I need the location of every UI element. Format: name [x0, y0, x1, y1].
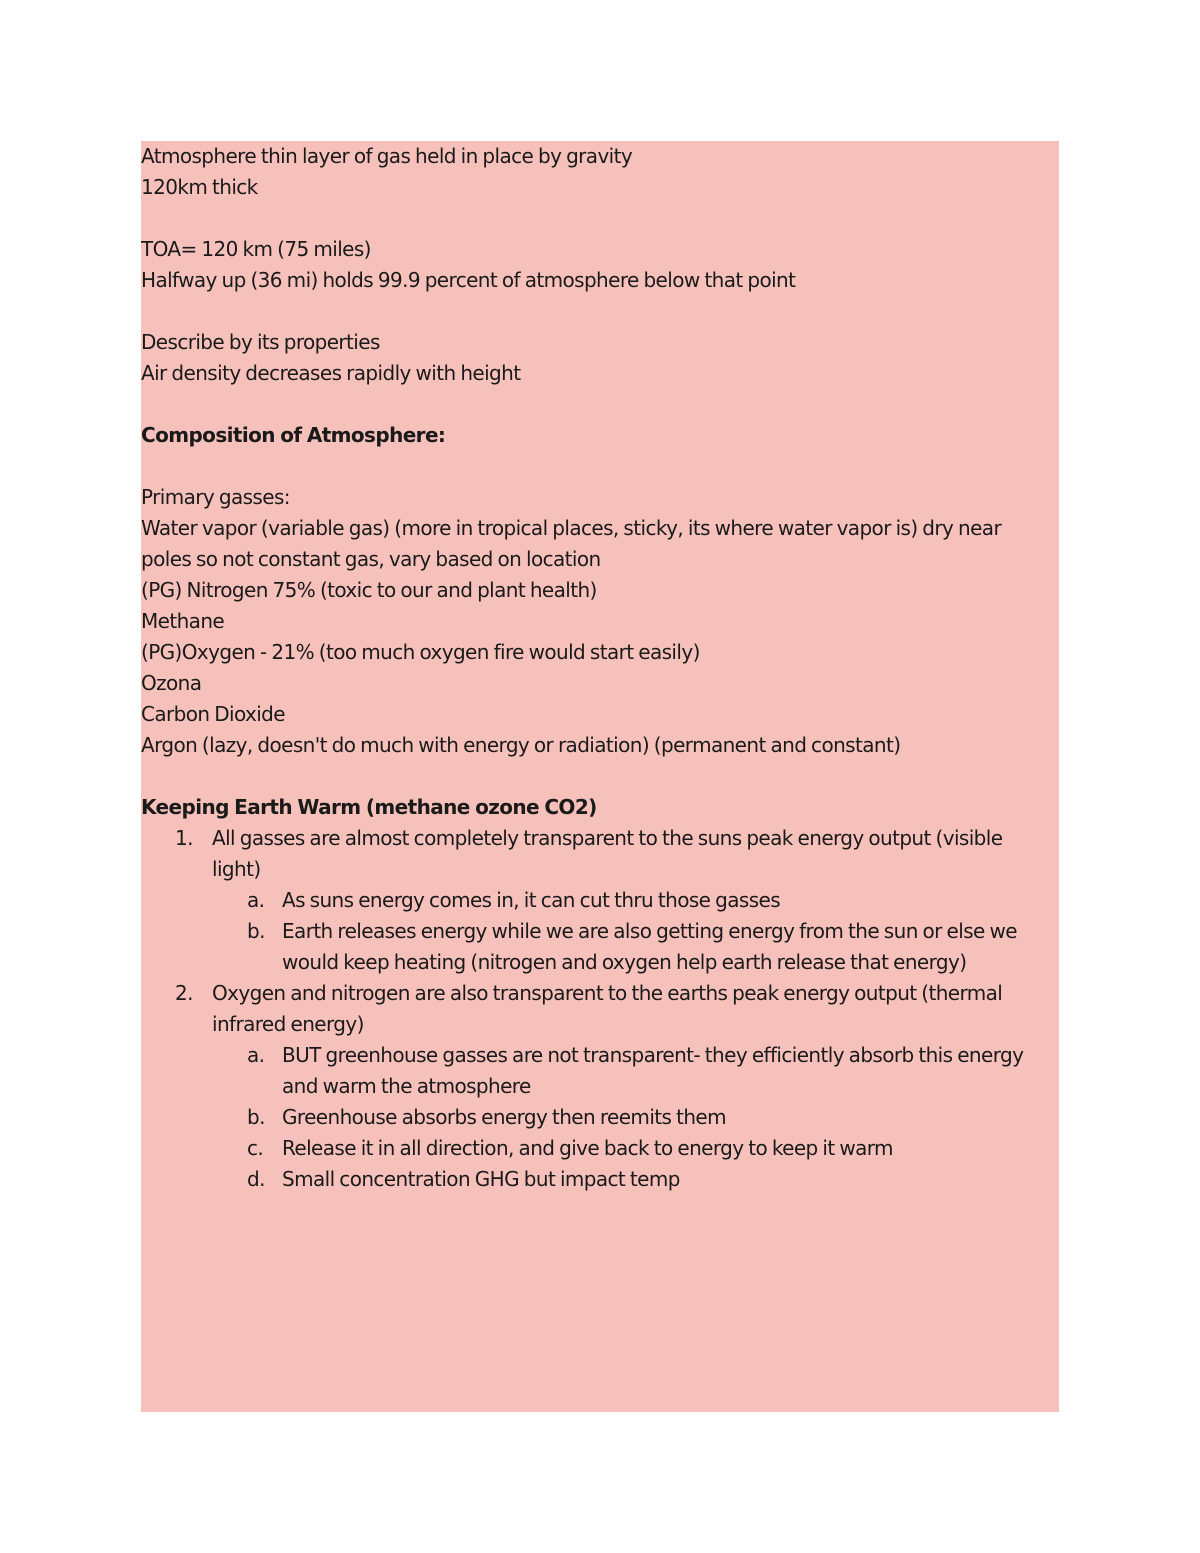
oxygen-line: (PG)Oxygen - 21% (too much oxygen fire would start easily) [141, 640, 700, 664]
sub-list-item-text: BUT greenhouse gasses are not transparent- they efficiently absorb this energy and warm the atmosphere [282, 1043, 1024, 1098]
blank-line [141, 389, 1041, 420]
list-item-text: All gasses are almost completely transparent to the suns peak energy output (visible light) [212, 826, 1003, 881]
text-line: 120km thick [141, 175, 258, 199]
sub-list-item-text: Release it in all direction, and give back to energy to keep it warm [282, 1136, 893, 1160]
list-marker: 1. [175, 826, 193, 850]
primary-gasses-label: Primary gasses: [141, 485, 290, 509]
sub-list-item [141, 1164, 1041, 1195]
text-line: Describe by its properties [141, 330, 380, 354]
sub-list-item-text: Earth releases energy while we are also getting energy from the sun or else we would keep heating (nitrogen and oxygen help earth release that energy) [282, 919, 1017, 974]
blank-line [141, 451, 1041, 482]
document-body [141, 141, 1041, 1195]
text-line: Halfway up (36 mi) holds 99.9 percent of atmosphere below that point [141, 268, 796, 292]
sub-list-item [141, 885, 1041, 916]
text-line: Atmosphere thin layer of gas held in place by gravity [141, 144, 633, 168]
list-marker: b. [247, 1105, 265, 1129]
list-item [141, 823, 1041, 885]
co2-line: Carbon Dioxide [141, 702, 285, 726]
ozona-line: Ozona [141, 671, 202, 695]
sub-list-item-text: Small concentration GHG but impact temp [282, 1167, 680, 1191]
list-marker: 2. [175, 981, 193, 1005]
blank-line [141, 296, 1041, 327]
sub-list-item [141, 916, 1041, 978]
blank-line [141, 761, 1041, 792]
text-line: Air density decreases rapidly with height [141, 361, 521, 385]
sub-list-item [141, 1133, 1041, 1164]
list-marker: a. [247, 888, 265, 912]
blank-line [141, 203, 1041, 234]
list-marker: c. [247, 1136, 264, 1160]
nitrogen-line: (PG) Nitrogen 75% (toxic to our and plant health) [141, 578, 597, 602]
sub-list-item [141, 1040, 1041, 1102]
list-marker: a. [247, 1043, 265, 1067]
list-item [141, 978, 1041, 1040]
list-marker: d. [247, 1167, 265, 1191]
sub-list-item [141, 1102, 1041, 1133]
composition-heading: Composition of Atmosphere: [141, 423, 446, 447]
text-line: TOA= 120 km (75 miles) [141, 237, 371, 261]
methane-line: Methane [141, 609, 225, 633]
sub-list-item-text: As suns energy comes in, it can cut thru those gasses [282, 888, 781, 912]
sub-list-item-text: Greenhouse absorbs energy then reemits them [282, 1105, 726, 1129]
list-item-text: Oxygen and nitrogen are also transparent to the earths peak energy output (thermal infrared energy) [212, 981, 1003, 1036]
list-marker: b. [247, 919, 265, 943]
keeping-warm-heading: Keeping Earth Warm (methane ozone CO2) [141, 795, 597, 819]
argon-line: Argon (lazy, doesn't do much with energy or radiation) (permanent and constant) [141, 733, 901, 757]
water-vapor-line: Water vapor (variable gas) (more in tropical places, sticky, its where water vapor is) dry near poles so not constant gas, vary based on location [141, 516, 1002, 571]
